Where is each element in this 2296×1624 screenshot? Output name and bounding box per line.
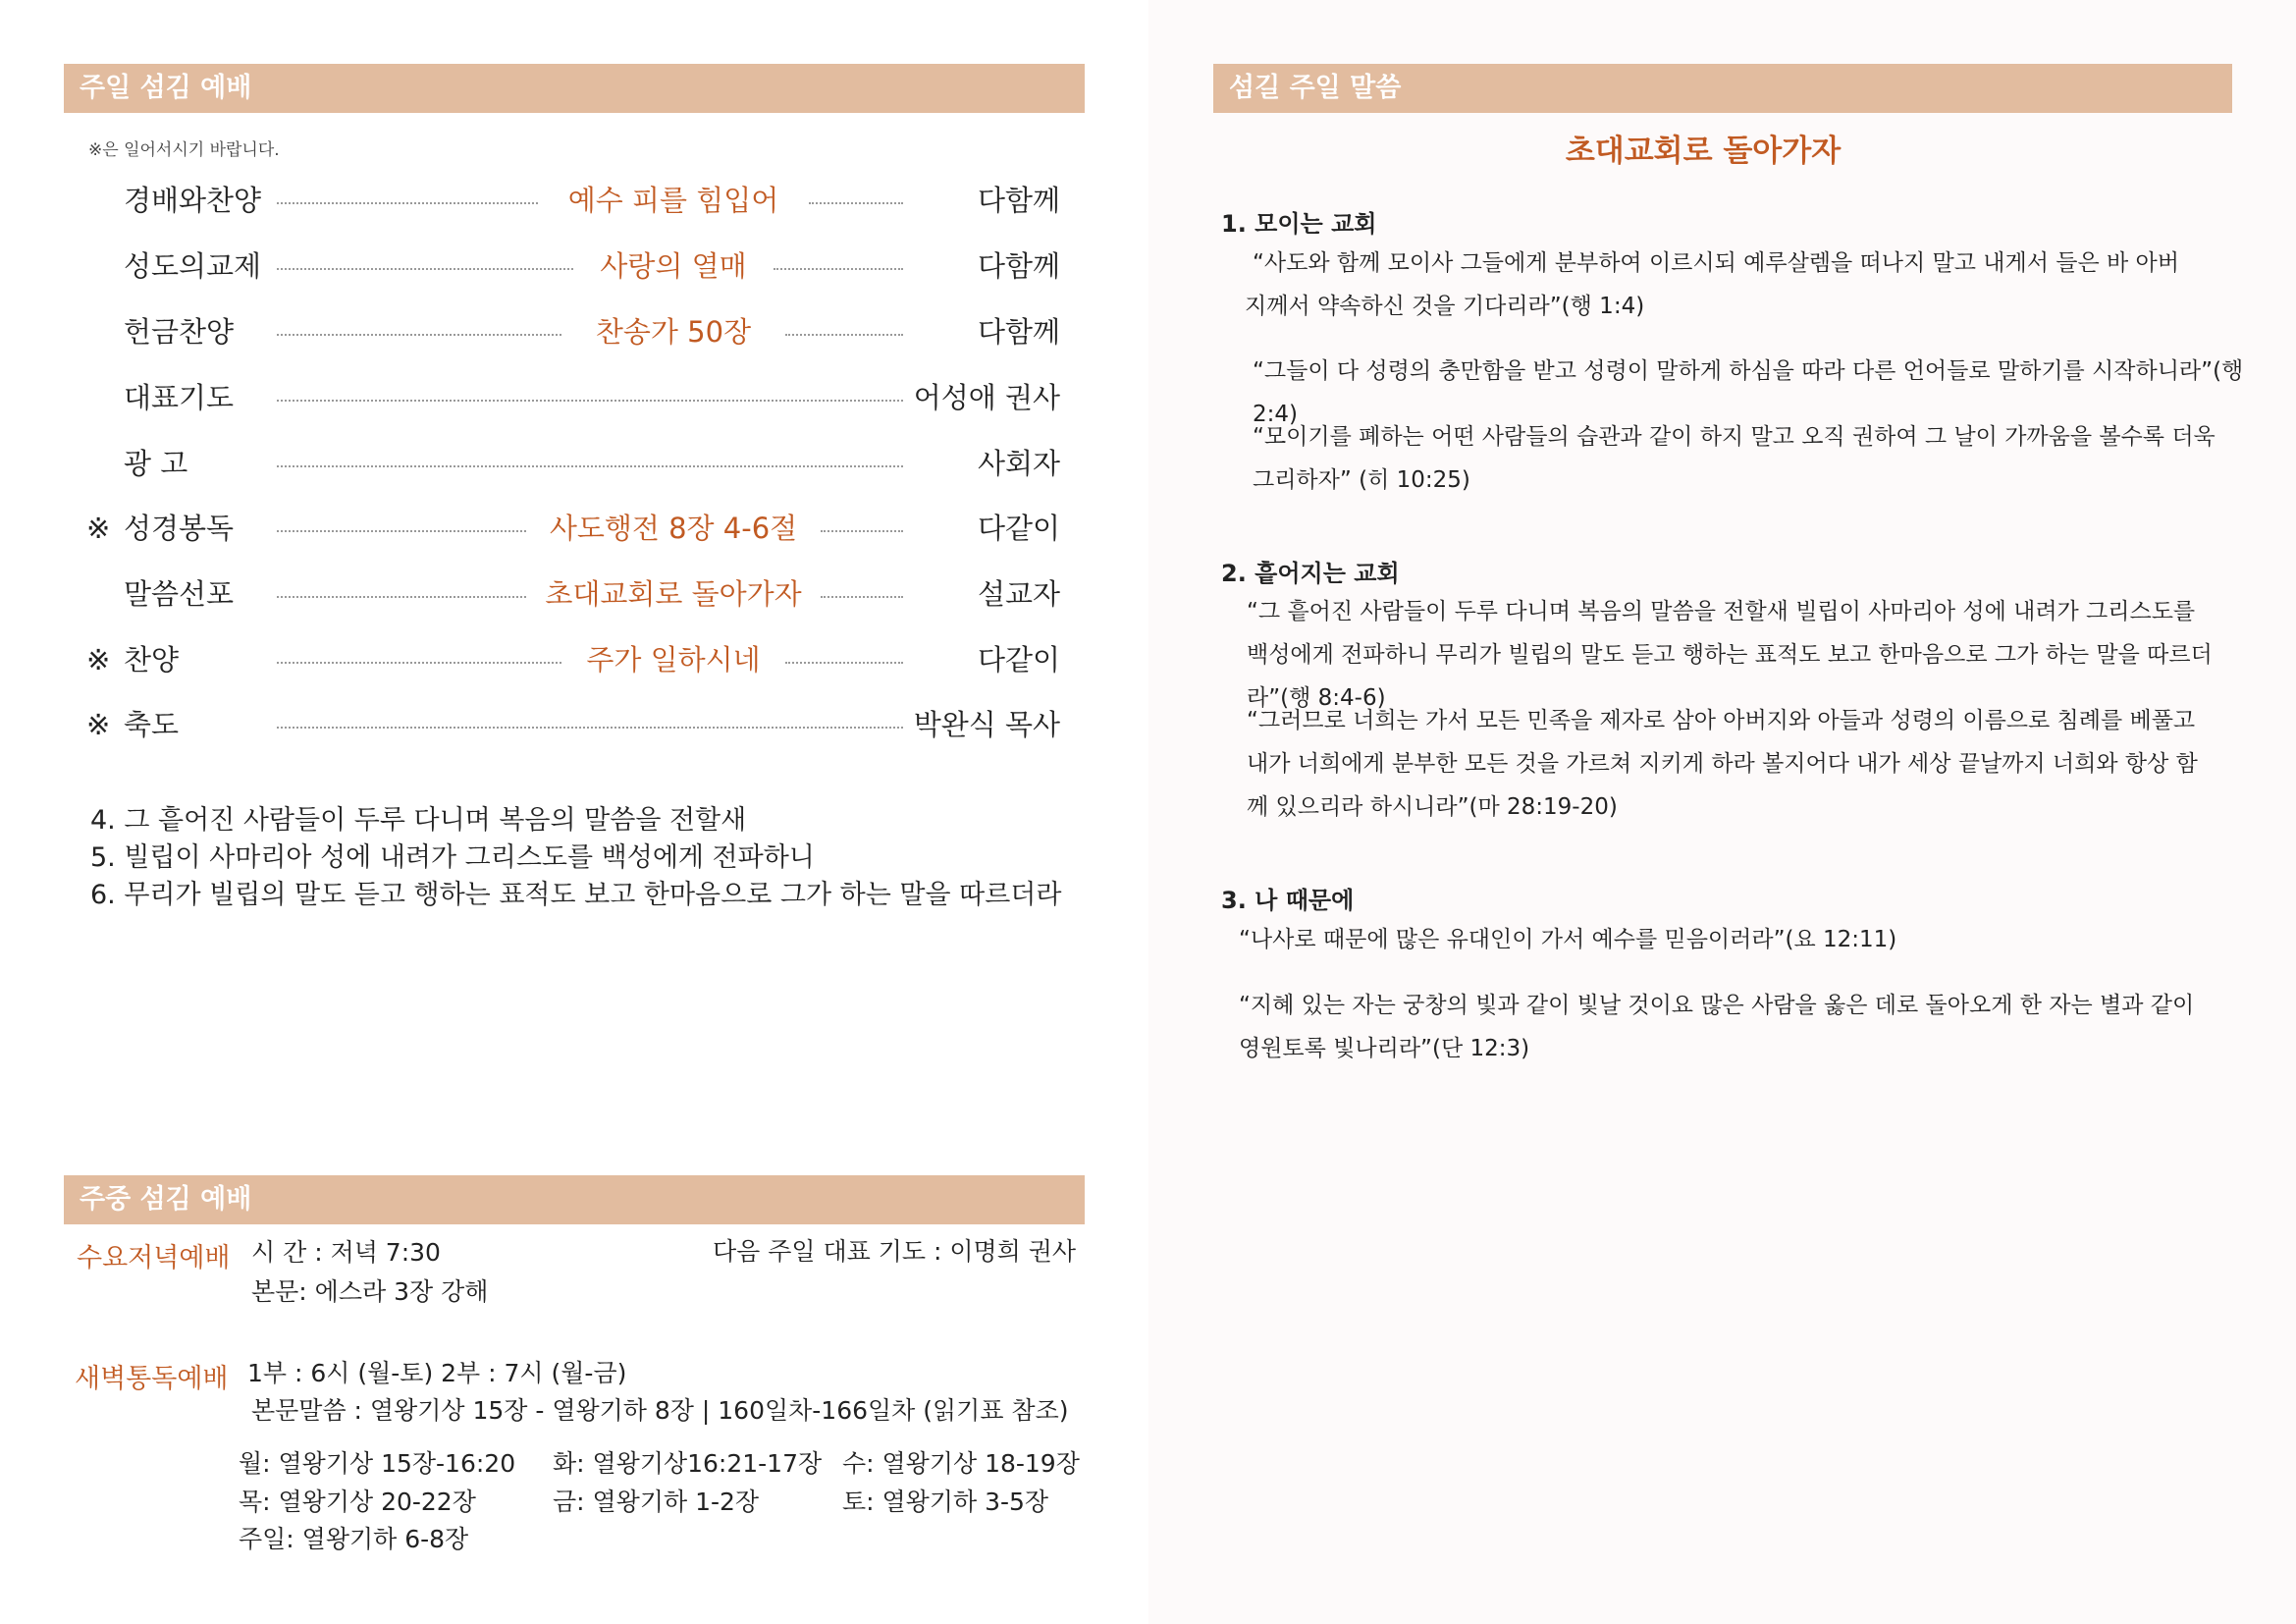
order-label: 헌금찬양: [124, 315, 235, 349]
schedule-item: 주일: 열왕기하 6-8장: [239, 1525, 469, 1553]
order-leader: 설교자: [977, 577, 1060, 611]
order-label: 광 고: [124, 447, 188, 480]
order-label: 축도: [124, 708, 180, 741]
schedule-item: 목: 열왕기상 20-22장: [239, 1488, 476, 1516]
leader-dots: [277, 530, 526, 532]
leader-dots: [277, 202, 538, 204]
leader-dots: [774, 268, 903, 270]
order-detail: 예수 피를 힘입어: [567, 184, 779, 217]
order-label: 찬양: [124, 643, 180, 677]
sermon-header: 섬길 주일 말씀: [1213, 64, 2232, 113]
stand-mark: ※: [86, 708, 111, 741]
order-leader: 박완식 목사: [913, 708, 1060, 741]
order-detail: 초대교회로 돌아가자: [545, 577, 802, 611]
order-detail: 사도행전 8장 4-6절: [549, 512, 798, 545]
worship-order-row: [86, 705, 1060, 744]
next-prayer: 다음 주일 대표 기도 : 이명희 권사: [713, 1237, 1077, 1266]
scripture-paragraph: “그러므로 너희는 가서 모든 민족을 제자로 삼아 아버지와 아들과 성령의 이름으로 침례를 베풀고 내가 너희에게 분부한 모든 것을 가르쳐 지키게 하라 볼지어다 내가 세상 끝날까지 너희와 항상 함께 있으리라 하시니라”(마 28:19-20): [1247, 708, 2198, 820]
verse-line: 6. 무리가 빌립의 말도 듣고 행하는 표적도 보고 한마음으로 그가 하는 말을 따르더라: [90, 880, 1062, 910]
worship-order-row: [86, 378, 1060, 417]
stand-mark: ※: [86, 512, 111, 545]
order-leader: 다같이: [977, 512, 1060, 545]
leader-dots: [277, 662, 561, 664]
schedule-item: 금: 열왕기하 1-2장: [553, 1488, 760, 1516]
schedule-item: 수: 열왕기상 18-19장: [842, 1449, 1080, 1478]
order-label: 성도의교제: [124, 249, 262, 283]
wednesday-text: 본문: 에스라 3장 강해: [251, 1277, 489, 1306]
verse-line: 5. 빌립이 사마리아 성에 내려가 그리스도를 백성에게 전파하니: [90, 842, 815, 873]
scripture-paragraph: “모이기를 폐하는 어떤 사람들의 습관과 같이 하지 말고 오직 권하여 그 날이 가까움을 볼수록 더욱 그리하자” (히 10:25): [1253, 424, 2216, 493]
leader-dots: [277, 727, 903, 729]
scripture-paragraph: “나사로 때문에 많은 유대인이 가서 예수를 믿음이러라”(요 12:11): [1239, 927, 1897, 952]
worship-order-row: [86, 181, 1060, 220]
schedule-item: 토: 열왕기하 3-5장: [842, 1488, 1049, 1516]
order-label: 말씀선포: [124, 577, 235, 611]
weekday-worship-header: 주중 섬김 예배: [64, 1175, 1085, 1224]
worship-order-row: [86, 509, 1060, 548]
scripture-paragraph: “사도와 함께 모이사 그들에게 분부하여 이르시되 예루살렘을 떠나지 말고 내게서 들은 바 아버지께서 약속하신 것을 기다리라”(행 1:4): [1245, 250, 2179, 319]
order-leader: 다같이: [977, 643, 1060, 677]
wednesday-time: 시 간 : 저녁 7:30: [251, 1238, 441, 1267]
worship-order-row: [86, 444, 1060, 483]
section-heading: 1. 모이는 교회: [1221, 210, 1377, 238]
scripture-paragraph: “그들이 다 성령의 충만함을 받고 성령이 말하게 하심을 따라 다른 언어들로 말하기를 시작하니라”(행 2:4): [1253, 358, 2244, 427]
order-detail: 사랑의 열매: [600, 249, 747, 283]
order-label: 대표기도: [124, 381, 235, 414]
dawn-text: 본문말씀 : 열왕기상 15장 - 열왕기하 8장 | 160일차-166일차 (읽기표 참조): [251, 1396, 1069, 1425]
dawn-times: 1부 : 6시 (월-토) 2부 : 7시 (월-금): [247, 1359, 627, 1387]
leader-dots: [821, 530, 903, 532]
leader-dots: [277, 465, 903, 467]
schedule-item: 화: 열왕기상16:21-17장: [553, 1449, 823, 1478]
leader-dots: [277, 400, 903, 402]
scripture-paragraph: “지혜 있는 자는 궁창의 빛과 같이 빛날 것이요 많은 사람을 옳은 데로 돌아오게 한 자는 별과 같이 영원토록 빛나리라”(단 12:3): [1239, 993, 2195, 1061]
section-heading: 3. 나 때문에: [1221, 887, 1355, 914]
order-leader: 사회자: [977, 447, 1060, 480]
schedule-item: 월: 열왕기상 15장-16:20: [239, 1449, 516, 1478]
order-label: 경배와찬양: [124, 184, 262, 217]
sermon-title: 초대교회로 돌아가자: [1565, 134, 1842, 169]
order-leader: 다함께: [977, 184, 1060, 217]
leader-dots: [277, 268, 573, 270]
leader-dots: [821, 596, 903, 598]
scripture-paragraph: “그 흩어진 사람들이 두루 다니며 복음의 말씀을 전할새 빌립이 사마리아 성에 내려가 그리스도를 백성에게 전파하니 무리가 빌립의 말도 듣고 행하는 표적도 보고 한마음으로 그가 하는 말을 따르더라”(행 8:4-6): [1247, 599, 2213, 711]
sunday-worship-header: 주일 섬김 예배: [64, 64, 1085, 113]
worship-order-row: [86, 574, 1060, 614]
leader-dots: [277, 596, 526, 598]
order-detail: 주가 일하시네: [586, 643, 761, 677]
worship-order-row: [86, 640, 1060, 679]
order-detail: 찬송가 50장: [595, 315, 752, 349]
wednesday-service-title: 수요저녁예배: [77, 1243, 231, 1273]
dawn-service-title: 새벽통독예배: [75, 1364, 229, 1394]
leader-dots: [277, 334, 561, 336]
order-leader: 다함께: [977, 249, 1060, 283]
leader-dots: [809, 202, 903, 204]
order-label: 성경봉독: [124, 512, 235, 545]
standing-note: ※은 일어서시기 바랍니다.: [88, 140, 280, 160]
order-leader: 다함께: [977, 315, 1060, 349]
section-heading: 2. 흩어지는 교회: [1221, 560, 1400, 587]
verse-line: 4. 그 흩어진 사람들이 두루 다니며 복음의 말씀을 전할새: [90, 805, 747, 836]
stand-mark: ※: [86, 643, 111, 677]
leader-dots: [785, 662, 903, 664]
worship-order-row: [86, 312, 1060, 352]
worship-order-row: [86, 246, 1060, 286]
order-leader: 어성애 권사: [913, 381, 1060, 414]
leader-dots: [785, 334, 903, 336]
